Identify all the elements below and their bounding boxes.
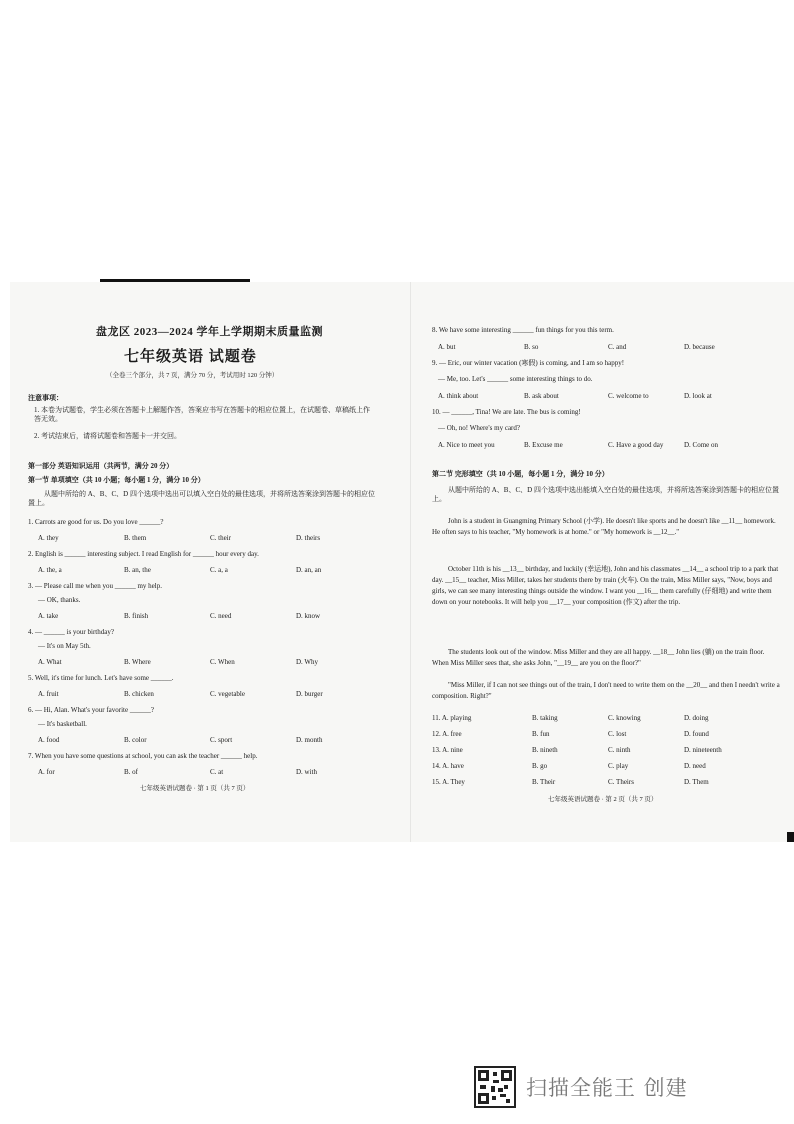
story-paragraph-3: The students look out of the window. Miss Miller and they are all happy. __18__ John lies (躺) on the train floor. When Miss Miller sees that, she asks John, "__19__ are you on the floor?"	[432, 648, 765, 667]
question-1: 1. Carrots are good for us. Do you love ______?	[28, 518, 164, 526]
cloze-11a: 11. A. playing	[432, 714, 472, 722]
option-1b: B. them	[124, 534, 147, 542]
question-9: 9. — Eric, our winter vacation (寒假) is coming, and I am so happy!	[432, 359, 625, 367]
reply-10: — Oh, no! Where's my card?	[438, 424, 520, 432]
cloze-11d: D. doing	[684, 714, 709, 722]
option-8d: D. because	[684, 343, 715, 351]
part-heading: 第一部分 英语知识运用（共两节，满分 20 分）	[28, 462, 174, 470]
option-10a: A. Nice to meet you	[438, 441, 495, 449]
reply-3: — OK, thanks.	[38, 596, 81, 604]
option-7b: B. of	[124, 768, 138, 776]
option-10c: C. Have a good day	[608, 441, 664, 449]
option-5a: A. fruit	[38, 690, 59, 698]
page-footer-right: 七年级英语试题卷 · 第 2 页（共 7 页）	[548, 796, 658, 803]
question-5: 5. Well, it's time for lunch. Let's have some ______.	[28, 674, 174, 682]
option-1d: D. theirs	[296, 534, 321, 542]
reply-9: — Me, too. Let's ______ some interesting things to do.	[438, 375, 593, 383]
cloze-11c: C. knowing	[608, 714, 641, 722]
cloze-15b: B. Their	[532, 778, 556, 786]
question-10: 10. — ______, Tina! We are late. The bus is coming!	[432, 408, 581, 416]
right-page	[432, 282, 782, 842]
option-6c: C. sport	[210, 736, 233, 744]
cloze-13b: B. nineth	[532, 746, 558, 754]
qr-code-icon	[474, 1066, 516, 1108]
option-8b: B. so	[524, 343, 539, 351]
scan-edge-mark-top	[100, 279, 250, 282]
note-2: 2. 考试结束后，请将试题卷和答题卡一并交回。	[34, 432, 181, 440]
exam-title: 盘龙区 2023—2024 学年上学期期末质量监测	[96, 326, 323, 338]
cloze-13d: D. nineteenth	[684, 746, 722, 754]
option-9a: A. think about	[438, 392, 479, 400]
cloze-15a: 15. A. They	[432, 778, 465, 786]
cloze-heading: 第二节 完形填空（共 10 小题，每小题 1 分，满分 10 分）	[432, 470, 609, 478]
option-10d: D. Come on	[684, 441, 719, 449]
option-3d: D. know	[296, 612, 321, 620]
scan-edge-mark-right	[787, 832, 794, 842]
option-1c: C. their	[210, 534, 231, 542]
option-3a: A. take	[38, 612, 59, 620]
question-8: 8. We have some interesting ______ fun things for you this term.	[432, 326, 614, 334]
reply-4: — It's on May 5th.	[38, 642, 91, 650]
cloze-14a: 14. A. have	[432, 762, 464, 770]
option-4d: D. Why	[296, 658, 319, 666]
option-9b: B. ask about	[524, 392, 559, 400]
option-6a: A. food	[38, 736, 60, 744]
option-4a: A. What	[38, 658, 62, 666]
option-7a: A. for	[38, 768, 55, 776]
note-1: 1. 本卷为试题卷，学生必须在答题卡上解题作答，答案应书写在答题卡的相应位置上，在试题卷、草稿纸上作答无效。	[34, 406, 370, 423]
cloze-15d: D. Them	[684, 778, 709, 786]
story-paragraph-4: "Miss Miller, if I can not see things out of the train, I don't need to write them on the __20__ and then I needn't write a composition. Right?"	[432, 681, 780, 700]
cloze-12a: 12. A. free	[432, 730, 462, 738]
scanner-watermark: 扫描全能王 创建	[526, 1076, 688, 1100]
scanned-sheet	[10, 282, 794, 842]
exam-meta: （全卷三个部分，共 7 页，满分 70 分，考试用时 120 分钟）	[106, 372, 279, 379]
cloze-intro: 从题中所给的 A、B、C、D 四个选项中选出能填入空白处的最佳选项，并将所选答案涂到答题卡的相应位置上。	[432, 486, 779, 503]
cloze-15c: C. Theirs	[608, 778, 634, 786]
question-2: 2. English is ______ interesting subject. I read English for ______ hour every day.	[28, 550, 259, 558]
section-intro: 从题中所给的 A、B、C、D 四个选项中选出可以填入空白处的最佳选项，并将所选答案涂到答题卡的相应位置上。	[28, 490, 375, 507]
left-page	[28, 282, 376, 842]
story-paragraph-1: John is a student in Guangming Primary School (小学). He doesn't like sports and he doesn't like __11__ homework. He often says to his teacher, "My homework is at home." or "My homework is __12__."	[432, 517, 776, 536]
question-6: 6. — Hi, Alan. What's your favorite ______?	[28, 706, 154, 714]
reply-6: — It's basketball.	[38, 720, 87, 728]
page-footer-left: 七年级英语试题卷 · 第 1 页（共 7 页）	[140, 785, 250, 792]
cloze-14b: B. go	[532, 762, 548, 770]
option-9c: C. welcome to	[608, 392, 649, 400]
option-2d: D. an, an	[296, 566, 322, 574]
cloze-12c: C. lost	[608, 730, 627, 738]
notes-heading: 注意事项：	[28, 394, 63, 402]
option-6b: B. color	[124, 736, 147, 744]
option-3b: B. finish	[124, 612, 149, 620]
option-4b: B. Where	[124, 658, 151, 666]
cloze-11b: B. taking	[532, 714, 558, 722]
option-8c: C. and	[608, 343, 627, 351]
option-2b: B. an, the	[124, 566, 151, 574]
exam-subtitle: 七年级英语 试题卷	[124, 349, 257, 365]
option-9d: D. look at	[684, 392, 712, 400]
option-6d: D. month	[296, 736, 323, 744]
option-2a: A. the, a	[38, 566, 62, 574]
option-7c: C. at	[210, 768, 224, 776]
option-8a: A. but	[438, 343, 456, 351]
question-7: 7. When you have some questions at school, you can ask the teacher ______ help.	[28, 752, 258, 760]
question-3: 3. — Please call me when you ______ my help.	[28, 582, 162, 590]
cloze-14d: D. need	[684, 762, 706, 770]
option-1a: A. they	[38, 534, 59, 542]
question-4: 4. — ______ is your birthday?	[28, 628, 114, 636]
cloze-13a: 13. A. nine	[432, 746, 463, 754]
option-3c: C. need	[210, 612, 232, 620]
option-2c: C. a, a	[210, 566, 228, 574]
option-5d: D. burger	[296, 690, 323, 698]
option-5c: C. vegetable	[210, 690, 245, 698]
option-5b: B. chicken	[124, 690, 154, 698]
option-7d: D. with	[296, 768, 317, 776]
cloze-12b: B. fun	[532, 730, 550, 738]
cloze-13c: C. ninth	[608, 746, 631, 754]
cloze-14c: C. play	[608, 762, 629, 770]
section-heading: 第一节 单项填空（共 10 小题；每小题 1 分，满分 10 分）	[28, 476, 205, 484]
option-4c: C. When	[210, 658, 235, 666]
page-fold	[410, 282, 411, 842]
option-10b: B. Excuse me	[524, 441, 563, 449]
story-paragraph-2: October 11th is his __13__ birthday, and luckily (幸运地), John and his classmates __14__ a school trip to a park that day. __15__ teacher, Miss Miller, takes her students there by train (火车). On the train, Miss Miller says, "Now, boys and girls, we can see many interesting things outside the window. I want you __16__ them carefully (仔细地) and write them down on your notebooks. It will help you __17__ your composition (作文) after the trip.	[432, 565, 779, 606]
cloze-12d: D. found	[684, 730, 709, 738]
